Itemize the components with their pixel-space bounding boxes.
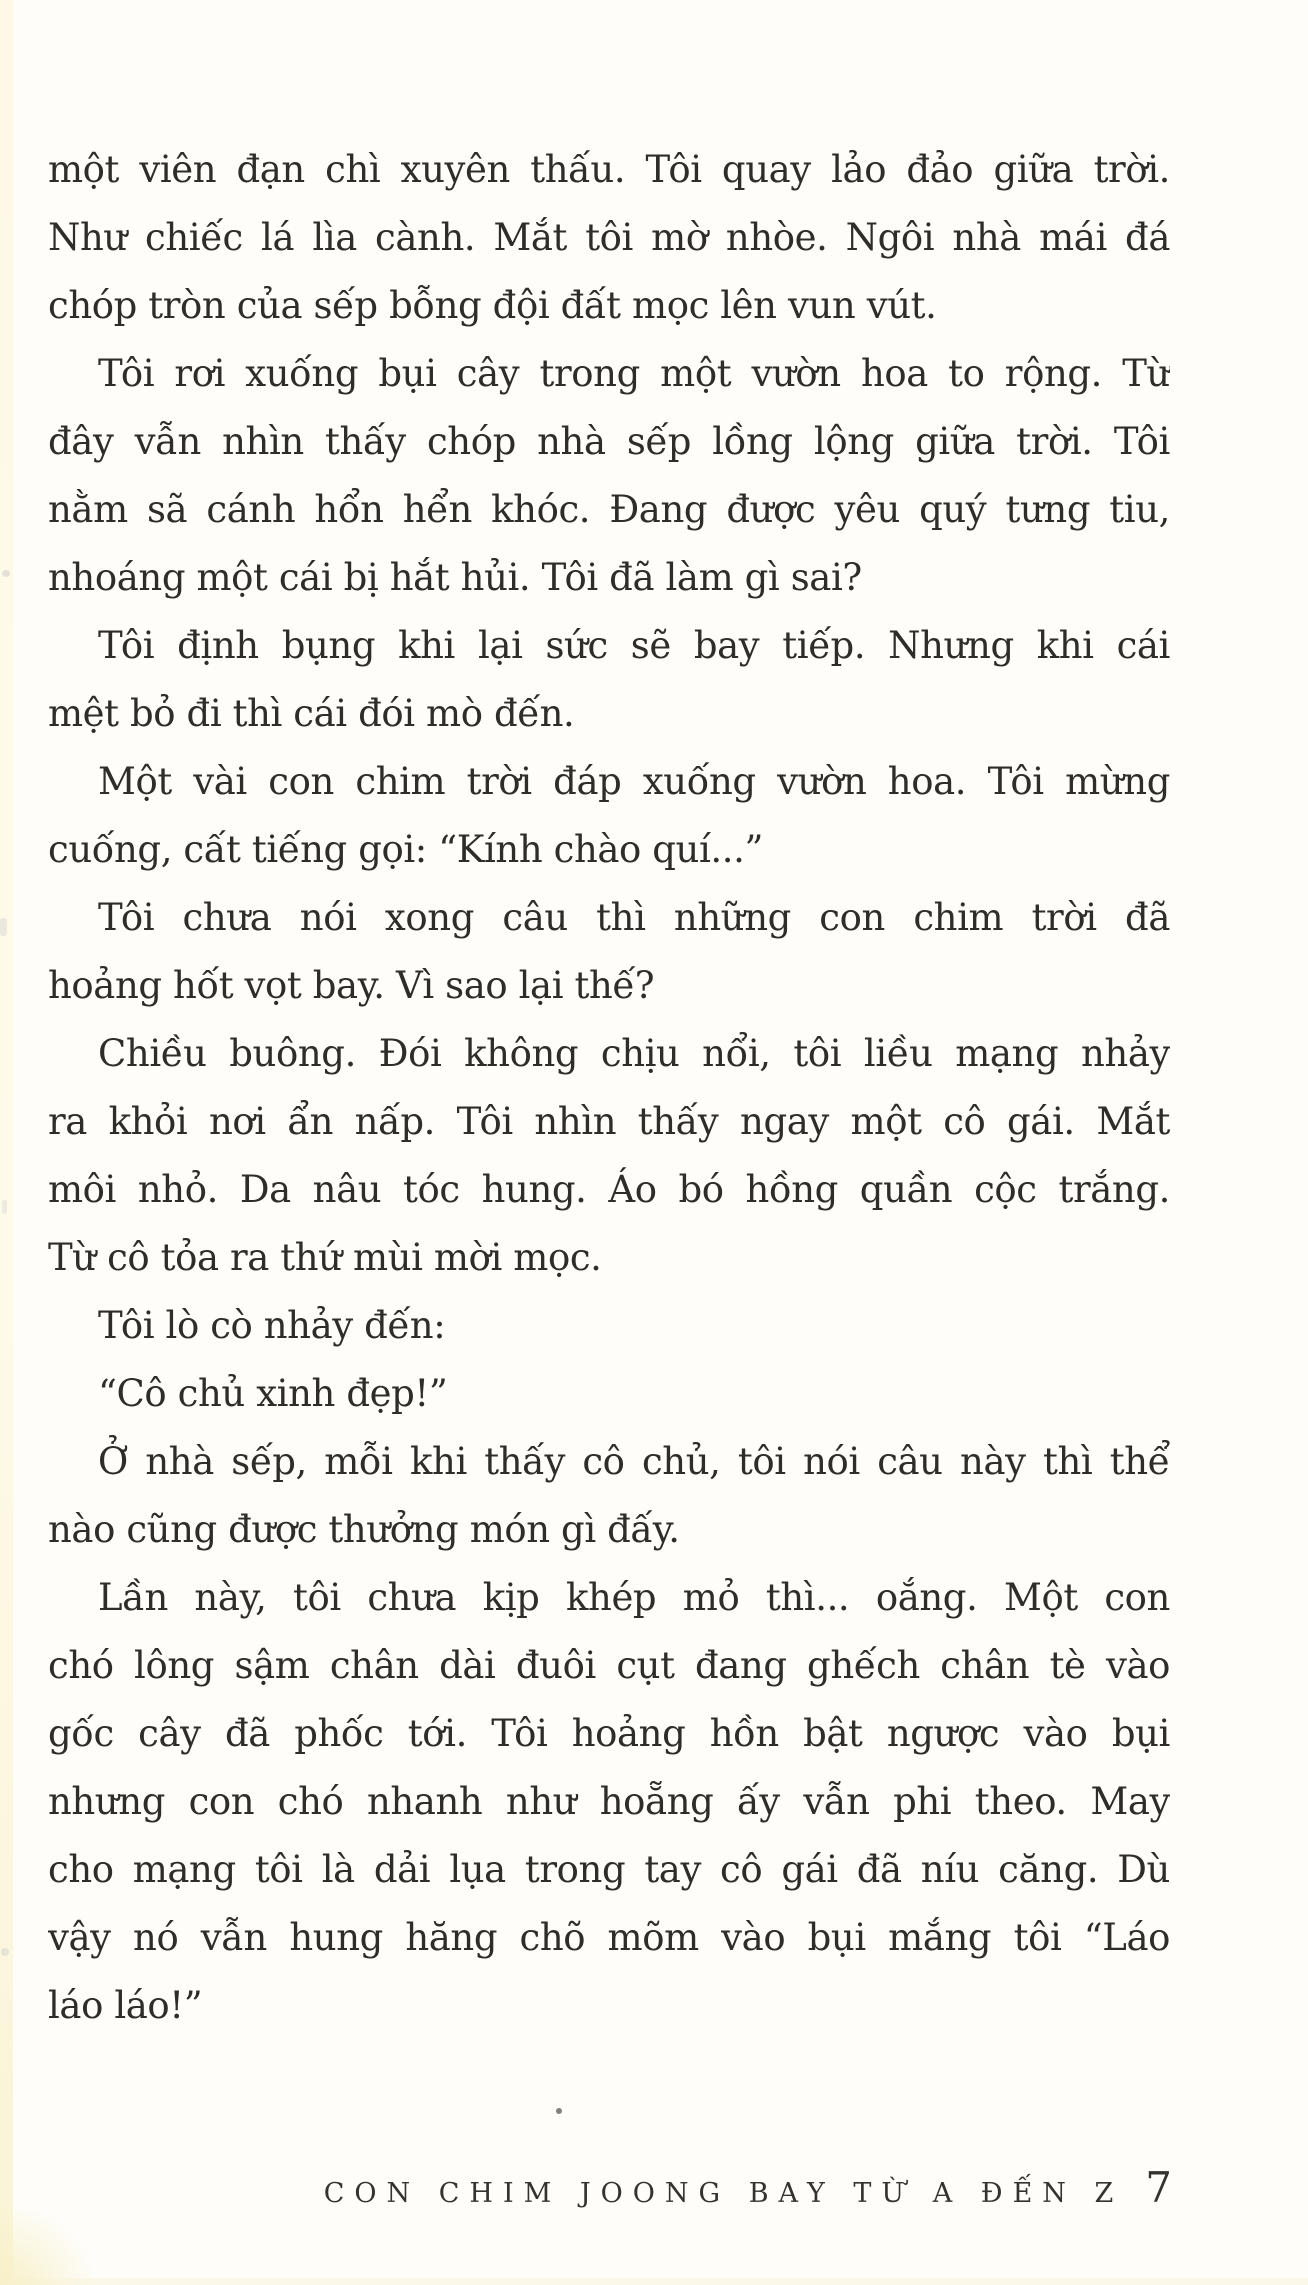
page-number: 7 (1145, 2163, 1172, 2212)
text-line: Từ cô tỏa ra thứ mùi mời mọc. (48, 1236, 602, 1279)
text-line: Ở nhà sếp, mỗi khi thấy cô chủ, tôi nói câu này thì thể (98, 1440, 1170, 1483)
text-line: một viên đạn chì xuyên thấu. Tôi quay lảo đảo giữa trời. (48, 148, 1170, 191)
page-text (48, 136, 1170, 2040)
scan-speck (1, 1948, 9, 1956)
text-line: cuống, cất tiếng gọi: “Kính chào quí...” (48, 828, 764, 871)
text-line: Như chiếc lá lìa cành. Mắt tôi mờ nhòe. Ngôi nhà mái đá (48, 216, 1170, 259)
page-left-edge-shading (0, 0, 13, 2285)
text-line: chóp tròn của sếp bỗng đội đất mọc lên vun vút. (48, 284, 937, 327)
text-line: nằm sã cánh hổn hển khóc. Đang được yêu quý tưng tiu, (48, 488, 1170, 531)
text-line: nhưng con chó nhanh như hoẵng ấy vẫn phi theo. May (48, 1780, 1170, 1823)
text-line: Tôi định bụng khi lại sức sẽ bay tiếp. Nhưng khi cái (98, 624, 1170, 667)
text-line: vậy nó vẫn hung hăng chõ mõm vào bụi mắng tôi “Láo (48, 1916, 1170, 1959)
text-line: Tôi lò cò nhảy đến: (98, 1304, 446, 1347)
text-line: đây vẫn nhìn thấy chóp nhà sếp lồng lộng giữa trời. Tôi (48, 420, 1170, 463)
text-line: môi nhỏ. Da nâu tóc hung. Áo bó hồng quần cộc trắng. (48, 1168, 1170, 1211)
text-line: nhoáng một cái bị hắt hủi. Tôi đã làm gì sai? (48, 556, 862, 599)
text-line: Chiều buông. Đói không chịu nổi, tôi liều mạng nhảy (98, 1032, 1170, 1075)
text-line: cho mạng tôi là dải lụa trong tay cô gái đã níu căng. Dù (48, 1848, 1170, 1891)
text-line: Lần này, tôi chưa kịp khép mỏ thì... oắng. Một con (98, 1576, 1170, 1619)
running-title: CON CHIM JOONG BAY TỪ A ĐẾN Z (323, 2178, 1124, 2209)
text-line: gốc cây đã phốc tới. Tôi hoảng hồn bật ngược vào bụi (48, 1712, 1170, 1755)
text-line: mệt bỏ đi thì cái đói mò đến. (48, 692, 575, 735)
page-bottom-edge-shading (0, 2278, 1308, 2285)
scan-speck (2, 570, 10, 577)
text-line: láo láo!” (48, 1984, 203, 2027)
text-line: chó lông sậm chân dài đuôi cụt đang ghếch chân tè vào (48, 1644, 1170, 1687)
scan-speck (0, 918, 7, 936)
text-line: Tôi chưa nói xong câu thì những con chim trời đã (98, 896, 1170, 939)
scan-speck (2, 1200, 7, 1214)
scan-speck (556, 2108, 562, 2114)
page-footer (324, 2163, 1172, 2212)
text-line: Tôi rơi xuống bụi cây trong một vườn hoa to rộng. Từ (98, 352, 1170, 395)
text-line: “Cô chủ xinh đẹp!” (98, 1372, 448, 1415)
text-line: nào cũng được thưởng món gì đấy. (48, 1508, 680, 1551)
text-line: hoảng hốt vọt bay. Vì sao lại thế? (48, 964, 655, 1007)
text-line: Một vài con chim trời đáp xuống vườn hoa. Tôi mừng (98, 760, 1170, 803)
text-line: ra khỏi nơi ẩn nấp. Tôi nhìn thấy ngay một cô gái. Mắt (48, 1100, 1170, 1143)
page-corner-shading (0, 2207, 92, 2285)
